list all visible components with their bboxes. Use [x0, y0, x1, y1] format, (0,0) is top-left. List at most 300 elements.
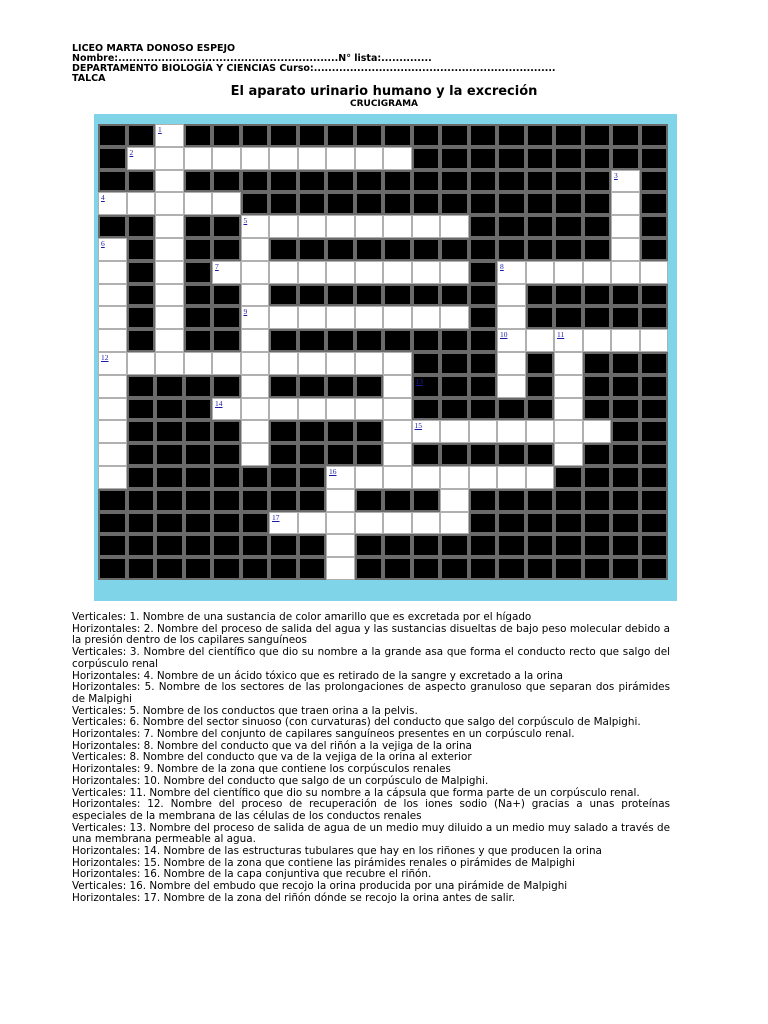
- crossword-cell[interactable]: [412, 512, 441, 535]
- crossword-cell[interactable]: [554, 398, 583, 421]
- crossword-cell[interactable]: [98, 375, 127, 398]
- crossword-cell[interactable]: [269, 352, 298, 375]
- clue-item: Verticales: 13. Nombre del proceso de salida de agua de un medio muy diluido a un medio muy salado a través de una membrana permeable al agua.: [72, 821, 670, 846]
- crossword-block: [526, 352, 555, 375]
- crossword-block: [241, 557, 270, 580]
- crossword-cell[interactable]: [640, 261, 669, 284]
- crossword-cell[interactable]: [241, 352, 270, 375]
- crossword-block: [269, 238, 298, 261]
- crossword-cell[interactable]: [155, 284, 184, 307]
- crossword-cell[interactable]: [412, 215, 441, 238]
- crossword-block: [497, 170, 526, 193]
- crossword-cell[interactable]: [440, 306, 469, 329]
- crossword-block: [412, 557, 441, 580]
- crossword-block: [269, 329, 298, 352]
- crossword-block: [184, 238, 213, 261]
- clue-item: Horizontales: 5. Nombre de los sectores de las prolongaciones de aspecto granuloso que separan dos pirámides de Malpighi: [72, 681, 670, 705]
- crossword-cell[interactable]: [298, 215, 327, 238]
- crossword-cell[interactable]: [554, 261, 583, 284]
- crossword-block: [469, 124, 498, 147]
- crossword-cell[interactable]: [241, 284, 270, 307]
- crossword-block: [469, 375, 498, 398]
- crossword-cell[interactable]: [269, 147, 298, 170]
- crossword-cell[interactable]: [383, 466, 412, 489]
- crossword-block: [298, 466, 327, 489]
- crossword-block: [184, 170, 213, 193]
- crossword-cell[interactable]: [212, 147, 241, 170]
- crossword-block: [497, 215, 526, 238]
- crossword-cell[interactable]: [355, 466, 384, 489]
- crossword-block: [640, 215, 669, 238]
- crossword-cell[interactable]: [526, 420, 555, 443]
- crossword-block: [440, 170, 469, 193]
- crossword-cell[interactable]: [127, 147, 156, 170]
- crossword-block: [554, 512, 583, 535]
- crossword-cell[interactable]: [298, 512, 327, 535]
- crossword-block: [497, 534, 526, 557]
- crossword-block: [184, 329, 213, 352]
- crossword-block: [298, 443, 327, 466]
- crossword-block: [269, 534, 298, 557]
- crossword-cell[interactable]: [554, 352, 583, 375]
- crossword-cell[interactable]: [326, 466, 355, 489]
- crossword-block: [611, 512, 640, 535]
- crossword-block: [241, 512, 270, 535]
- crossword-cell[interactable]: [383, 261, 412, 284]
- crossword-block: [469, 306, 498, 329]
- crossword-cell[interactable]: [326, 215, 355, 238]
- crossword-block: [440, 534, 469, 557]
- crossword-cell[interactable]: [98, 261, 127, 284]
- crossword-cell[interactable]: [326, 557, 355, 580]
- crossword-block: [611, 489, 640, 512]
- crossword-block: [355, 124, 384, 147]
- crossword-block: [469, 398, 498, 421]
- crossword-cell[interactable]: [184, 192, 213, 215]
- crossword-block: [640, 489, 669, 512]
- crossword-block: [640, 192, 669, 215]
- crossword-block: [127, 466, 156, 489]
- crossword-block: [212, 329, 241, 352]
- crossword-cell[interactable]: [155, 329, 184, 352]
- crossword-block: [469, 238, 498, 261]
- crossword-block: [298, 329, 327, 352]
- crossword-cell[interactable]: [98, 238, 127, 261]
- crossword-block: [212, 284, 241, 307]
- crossword-block: [469, 557, 498, 580]
- crossword-cell[interactable]: [640, 329, 669, 352]
- crossword-block: [155, 398, 184, 421]
- crossword-cell[interactable]: [298, 147, 327, 170]
- crossword-cell[interactable]: [383, 147, 412, 170]
- crossword-cell[interactable]: [155, 261, 184, 284]
- crossword-block: [554, 466, 583, 489]
- crossword-block: [554, 306, 583, 329]
- crossword-cell[interactable]: [412, 466, 441, 489]
- crossword-block: [611, 124, 640, 147]
- crossword-block: [355, 329, 384, 352]
- crossword-block: [583, 170, 612, 193]
- clue-item: Horizontales: 7. Nombre del conjunto de capilares sanguíneos presentes en un corpúsculo renal.: [72, 728, 575, 741]
- crossword-grid: [98, 124, 668, 580]
- crossword-cell[interactable]: [98, 306, 127, 329]
- crossword-block: [583, 466, 612, 489]
- crossword-block: [497, 238, 526, 261]
- crossword-block: [640, 420, 669, 443]
- crossword-block: [554, 557, 583, 580]
- crossword-cell[interactable]: [269, 306, 298, 329]
- clue-number: 8: [500, 261, 504, 271]
- crossword-cell[interactable]: [611, 215, 640, 238]
- crossword-cell[interactable]: [440, 215, 469, 238]
- crossword-block: [184, 512, 213, 535]
- crossword-block: [383, 284, 412, 307]
- crossword-cell[interactable]: [469, 420, 498, 443]
- crossword-cell[interactable]: [298, 261, 327, 284]
- crossword-cell[interactable]: [212, 261, 241, 284]
- clue-number: 11: [557, 330, 565, 340]
- crossword-block: [412, 534, 441, 557]
- crossword-cell[interactable]: [98, 192, 127, 215]
- crossword-cell[interactable]: [440, 261, 469, 284]
- crossword-cell[interactable]: [155, 192, 184, 215]
- crossword-cell[interactable]: [440, 420, 469, 443]
- clue-number: 12: [101, 352, 109, 362]
- crossword-cell[interactable]: [212, 192, 241, 215]
- crossword-cell[interactable]: [383, 375, 412, 398]
- crossword-cell[interactable]: [326, 147, 355, 170]
- crossword-block: [383, 489, 412, 512]
- crossword-cell[interactable]: [611, 170, 640, 193]
- crossword-block: [298, 124, 327, 147]
- crossword-cell[interactable]: [355, 215, 384, 238]
- crossword-block: [640, 306, 669, 329]
- crossword-block: [212, 489, 241, 512]
- crossword-block: [383, 534, 412, 557]
- crossword-block: [184, 124, 213, 147]
- crossword-block: [383, 329, 412, 352]
- crossword-cell[interactable]: [241, 238, 270, 261]
- crossword-cell[interactable]: [383, 420, 412, 443]
- crossword-block: [469, 329, 498, 352]
- crossword-block: [611, 284, 640, 307]
- crossword-block: [554, 147, 583, 170]
- crossword-cell[interactable]: [469, 466, 498, 489]
- crossword-block: [98, 512, 127, 535]
- crossword-block: [469, 489, 498, 512]
- crossword-block: [583, 352, 612, 375]
- crossword-block: [412, 170, 441, 193]
- crossword-block: [554, 238, 583, 261]
- crossword-cell[interactable]: [412, 420, 441, 443]
- crossword-block: [184, 261, 213, 284]
- crossword-cell[interactable]: [611, 192, 640, 215]
- crossword-block: [583, 534, 612, 557]
- crossword-block: [269, 124, 298, 147]
- crossword-cell[interactable]: [155, 238, 184, 261]
- crossword-cell[interactable]: [98, 284, 127, 307]
- crossword-cell[interactable]: [326, 306, 355, 329]
- crossword-cell[interactable]: [298, 306, 327, 329]
- crossword-block: [412, 398, 441, 421]
- crossword-block: [98, 215, 127, 238]
- crossword-block: [326, 420, 355, 443]
- crossword-block: [440, 443, 469, 466]
- crossword-cell[interactable]: [583, 261, 612, 284]
- department-course-line[interactable]: DEPARTAMENTO BIOLOGÍA Y CIENCIAS Curso:...................................................................: [72, 63, 556, 74]
- clue-number: 10: [500, 330, 508, 340]
- crossword-cell[interactable]: [412, 306, 441, 329]
- crossword-cell[interactable]: [497, 261, 526, 284]
- crossword-block: [640, 352, 669, 375]
- crossword-cell[interactable]: [326, 489, 355, 512]
- crossword-block: [469, 352, 498, 375]
- clue-item: Horizontales: 15. Nombre de la zona que contiene las pirámides renales o pirámides de Malpighi: [72, 856, 575, 869]
- crossword-cell[interactable]: [326, 398, 355, 421]
- crossword-cell[interactable]: [583, 329, 612, 352]
- clue-item: Verticales: 1. Nombre de una sustancia de color amarillo que es excretada por el hígado: [72, 611, 532, 623]
- crossword-block: [127, 306, 156, 329]
- crossword-block: [469, 170, 498, 193]
- clue-item: Horizontales: 8. Nombre del conducto que va del riñón a la vejiga de la orina: [72, 739, 472, 752]
- crossword-cell[interactable]: [155, 352, 184, 375]
- crossword-block: [412, 238, 441, 261]
- crossword-cell[interactable]: [611, 261, 640, 284]
- crossword-cell[interactable]: [412, 261, 441, 284]
- crossword-block: [212, 238, 241, 261]
- crossword-block: [269, 420, 298, 443]
- crossword-block: [469, 534, 498, 557]
- crossword-block: [640, 147, 669, 170]
- crossword-cell[interactable]: [184, 147, 213, 170]
- crossword-cell[interactable]: [440, 489, 469, 512]
- crossword-block: [212, 170, 241, 193]
- crossword-block: [98, 170, 127, 193]
- crossword-block: [469, 443, 498, 466]
- crossword-block: [611, 443, 640, 466]
- crossword-block: [184, 215, 213, 238]
- clue-item: Horizontales: 14. Nombre de las estructuras tubulares que hay en los riñones y que producen la orina: [72, 845, 602, 858]
- crossword-cell[interactable]: [241, 420, 270, 443]
- crossword-cell[interactable]: [383, 398, 412, 421]
- crossword-cell[interactable]: [497, 466, 526, 489]
- crossword-block: [611, 398, 640, 421]
- crossword-cell[interactable]: [526, 466, 555, 489]
- crossword-cell[interactable]: [98, 352, 127, 375]
- crossword-block: [469, 215, 498, 238]
- crossword-cell[interactable]: [241, 398, 270, 421]
- crossword-cell[interactable]: [155, 215, 184, 238]
- crossword-block: [269, 489, 298, 512]
- crossword-cell[interactable]: [241, 329, 270, 352]
- crossword-cell[interactable]: [583, 420, 612, 443]
- crossword-cell[interactable]: [184, 352, 213, 375]
- crossword-cell[interactable]: [440, 512, 469, 535]
- crossword-cell[interactable]: [355, 147, 384, 170]
- crossword-cell[interactable]: [355, 352, 384, 375]
- crossword-cell[interactable]: [298, 398, 327, 421]
- crossword-block: [440, 192, 469, 215]
- clue-number: 6: [101, 238, 105, 248]
- crossword-block: [184, 284, 213, 307]
- crossword-block: [583, 489, 612, 512]
- crossword-block: [184, 420, 213, 443]
- crossword-cell[interactable]: [98, 443, 127, 466]
- crossword-block: [298, 534, 327, 557]
- crossword-block: [640, 238, 669, 261]
- crossword-cell[interactable]: [355, 261, 384, 284]
- crossword-block: [440, 557, 469, 580]
- crossword-block: [497, 124, 526, 147]
- crossword-cell[interactable]: [355, 306, 384, 329]
- crossword-block: [640, 284, 669, 307]
- crossword-block: [355, 489, 384, 512]
- crossword-cell[interactable]: [526, 261, 555, 284]
- crossword-cell[interactable]: [155, 170, 184, 193]
- crossword-cell[interactable]: [440, 466, 469, 489]
- crossword-cell[interactable]: [298, 352, 327, 375]
- crossword-block: [298, 557, 327, 580]
- crossword-block: [127, 215, 156, 238]
- crossword-block: [269, 192, 298, 215]
- crossword-block: [497, 147, 526, 170]
- crossword-block: [355, 557, 384, 580]
- crossword-cell[interactable]: [383, 352, 412, 375]
- crossword-cell[interactable]: [554, 375, 583, 398]
- page-title: El aparato urinario humano y la excreción: [230, 84, 538, 99]
- crossword-cell[interactable]: [383, 512, 412, 535]
- crossword-cell[interactable]: [497, 375, 526, 398]
- crossword-cell[interactable]: [383, 306, 412, 329]
- clue-number: 3: [614, 170, 618, 180]
- crossword-cell[interactable]: [355, 512, 384, 535]
- crossword-cell[interactable]: [383, 215, 412, 238]
- crossword-block: [583, 557, 612, 580]
- crossword-cell[interactable]: [497, 284, 526, 307]
- crossword-block: [212, 306, 241, 329]
- crossword-block: [269, 466, 298, 489]
- crossword-block: [184, 557, 213, 580]
- crossword-cell[interactable]: [355, 398, 384, 421]
- crossword-block: [212, 443, 241, 466]
- crossword-block: [526, 170, 555, 193]
- crossword-cell[interactable]: [127, 192, 156, 215]
- crossword-cell[interactable]: [269, 512, 298, 535]
- crossword-cell[interactable]: [241, 147, 270, 170]
- crossword-cell[interactable]: [241, 375, 270, 398]
- crossword-block: [155, 489, 184, 512]
- school-name: LICEO MARTA DONOSO ESPEJO: [72, 43, 236, 54]
- crossword-cell[interactable]: [241, 261, 270, 284]
- crossword-block: [554, 215, 583, 238]
- crossword-cell[interactable]: [326, 512, 355, 535]
- crossword-cell[interactable]: [155, 306, 184, 329]
- crossword-block: [127, 443, 156, 466]
- crossword-cell[interactable]: [554, 420, 583, 443]
- crossword-cell[interactable]: [241, 443, 270, 466]
- crossword-block: [554, 489, 583, 512]
- crossword-cell[interactable]: [155, 124, 184, 147]
- crossword-cell[interactable]: [212, 352, 241, 375]
- crossword-block: [526, 375, 555, 398]
- clue-number: 1: [158, 125, 162, 134]
- crossword-cell[interactable]: [241, 306, 270, 329]
- crossword-block: [127, 489, 156, 512]
- crossword-block: [355, 443, 384, 466]
- crossword-block: [127, 420, 156, 443]
- crossword-block: [241, 170, 270, 193]
- clue-item: Verticales: 16. Nombre del embudo que recojo la orina producida por una pirámide de Malpighi: [72, 880, 568, 893]
- crossword-cell[interactable]: [127, 352, 156, 375]
- crossword-block: [269, 557, 298, 580]
- crossword-cell[interactable]: [326, 261, 355, 284]
- crossword-block: [269, 375, 298, 398]
- clue-item: Horizontales: 10. Nombre del conducto que salgo de un corpúsculo de Malpighi.: [72, 774, 489, 787]
- crossword-block: [497, 443, 526, 466]
- student-name-line[interactable]: Nombre:.............................................................N° lista:..............: [72, 53, 432, 64]
- crossword-block: [440, 284, 469, 307]
- crossword-block: [127, 512, 156, 535]
- crossword-cell[interactable]: [526, 329, 555, 352]
- crossword-block: [554, 192, 583, 215]
- crossword-block: [497, 489, 526, 512]
- crossword-cell[interactable]: [98, 398, 127, 421]
- crossword-cell[interactable]: [155, 147, 184, 170]
- crossword-cell[interactable]: [326, 534, 355, 557]
- crossword-block: [526, 215, 555, 238]
- crossword-block: [526, 284, 555, 307]
- crossword-block: [326, 443, 355, 466]
- crossword-cell[interactable]: [554, 443, 583, 466]
- crossword-cell[interactable]: [269, 215, 298, 238]
- crossword-cell[interactable]: [497, 306, 526, 329]
- crossword-cell[interactable]: [241, 215, 270, 238]
- crossword-block: [298, 238, 327, 261]
- crossword-block: [184, 375, 213, 398]
- crossword-cell[interactable]: [212, 398, 241, 421]
- crossword-block: [184, 398, 213, 421]
- crossword-cell[interactable]: [554, 329, 583, 352]
- crossword-block: [583, 306, 612, 329]
- crossword-cell[interactable]: [497, 329, 526, 352]
- crossword-cell[interactable]: [98, 466, 127, 489]
- crossword-block: [469, 261, 498, 284]
- crossword-block: [469, 192, 498, 215]
- clue-number: 14: [215, 398, 223, 408]
- crossword-block: [611, 147, 640, 170]
- crossword-block: [554, 284, 583, 307]
- crossword-block: [583, 512, 612, 535]
- crossword-cell[interactable]: [269, 398, 298, 421]
- crossword-cell[interactable]: [611, 329, 640, 352]
- crossword-cell[interactable]: [383, 443, 412, 466]
- crossword-cell[interactable]: [98, 420, 127, 443]
- crossword-block: [127, 124, 156, 147]
- crossword-cell[interactable]: [497, 352, 526, 375]
- crossword-block: [583, 147, 612, 170]
- crossword-cell[interactable]: [326, 352, 355, 375]
- clue-item: Verticales: 5. Nombre de los conductos que traen orina a la pelvis.: [72, 704, 418, 717]
- crossword-cell[interactable]: [269, 261, 298, 284]
- clue-number: 7: [215, 261, 219, 271]
- crossword-cell[interactable]: [497, 420, 526, 443]
- clue-item: Verticales: 6. Nombre del sector sinuoso (con curvaturas) del conducto que salgo del corpúsculo de Malpighi.: [72, 716, 641, 729]
- crossword-block: [383, 124, 412, 147]
- crossword-block: [412, 147, 441, 170]
- crossword-cell[interactable]: [98, 329, 127, 352]
- crossword-block: [583, 238, 612, 261]
- crossword-cell[interactable]: [611, 238, 640, 261]
